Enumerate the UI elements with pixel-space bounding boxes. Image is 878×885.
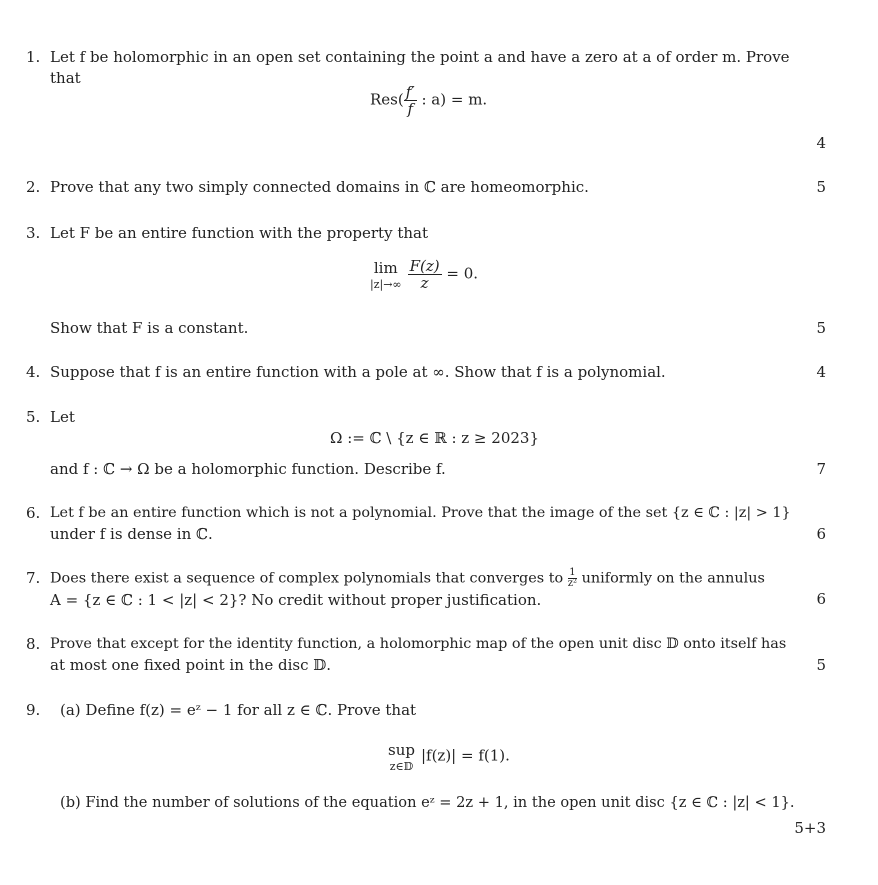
question-5 [26,407,826,428]
display-equation: Res( $\frac{f'}{f}$ : a) = m. [370,83,488,118]
question-text: Let f be holomorphic in an open set containing the point a and have a zero at a of order m. Prove [50,48,790,66]
question-number: 4. [26,363,41,381]
display-equation: sup z∈𝔻 |f(z)| = f(1). [388,741,510,773]
question-text: and f : ℂ → Ω be a holomorphic function. Describe f. [50,460,446,478]
fraction: $\frac{1}{\text{z²}}$ [567,567,578,589]
question-number: 8. [26,635,41,653]
question-text: Let f be an entire function which is not a polynomial. Prove that the image of the set {z ∈ ℂ : |z| > 1} [50,505,791,521]
question-text: Let [50,408,75,426]
question-5-continued [26,459,826,480]
question-1 [26,47,826,89]
marks: 6 [816,525,826,543]
question-text: Does there exist a sequence of complex polynomials that converges to $\frac{1}{\text{z²}}$ uniformly on the annulus [50,567,765,589]
question-3 [26,223,826,244]
marks: 5 [816,656,826,674]
marks: 4 [816,134,826,152]
question-text: Suppose that f is an entire function with a pole at ∞. Show that f is a polynomial. [50,363,666,381]
fraction: $\frac{F(z)}{z}$ [409,257,440,292]
marks: 5+3 [794,819,826,837]
question-text: under f is dense in ℂ. [50,525,213,543]
fraction: $\frac{f'}{f}$ [405,83,415,118]
supremum: sup z∈𝔻 [388,741,415,773]
marks: 5 [816,178,826,196]
question-part-b: (b) Find the number of solutions of the equation eᶻ = 2z + 1, in the open unit disc {z ∈ ℂ : |z| < 1}. [60,794,795,811]
question-text: at most one fixed point in the disc 𝔻. [50,656,332,674]
question-number: 1. [26,48,41,66]
question-number: 9. [26,701,41,719]
question-text: A = {z ∈ ℂ : 1 < |z| < 2}? No credit without proper justification. [50,590,542,609]
question-8 [26,634,826,676]
marks: 6 [816,590,826,608]
question-number: 7. [26,569,41,587]
question-number: 3. [26,224,41,242]
marks: 4 [816,363,826,381]
question-9 [26,700,826,721]
question-3-continued [26,318,826,339]
question-text: Prove that any two simply connected domains in ℂ are homeomorphic. [50,178,589,196]
question-text: Let F be an entire function with the property that [50,224,428,242]
question-6 [26,503,826,545]
display-equation: Ω := ℂ \ {z ∈ ℝ : z ≥ 2023} [330,429,539,447]
question-text: Prove that except for the identity function, a holomorphic map of the open unit disc 𝔻 onto itself has [50,636,787,652]
question-part-a: (a) Define f(z) = eᶻ − 1 for all z ∈ ℂ. Prove that [60,701,417,719]
question-number: 2. [26,178,41,196]
question-number: 5. [26,408,41,426]
question-text: Show that F is a constant. [50,319,249,337]
question-4 [26,362,826,383]
question-7 [26,568,826,611]
marks: 5 [816,319,826,337]
question-2 [26,177,826,198]
question-number: 6. [26,504,41,522]
question-text: that [50,69,81,87]
question-9-part-b [26,792,826,813]
display-equation: lim |z|→∞ $\frac{F(z)}{z}$ = 0. [370,257,479,292]
limit: lim |z|→∞ [370,259,402,291]
marks: 7 [816,460,826,478]
